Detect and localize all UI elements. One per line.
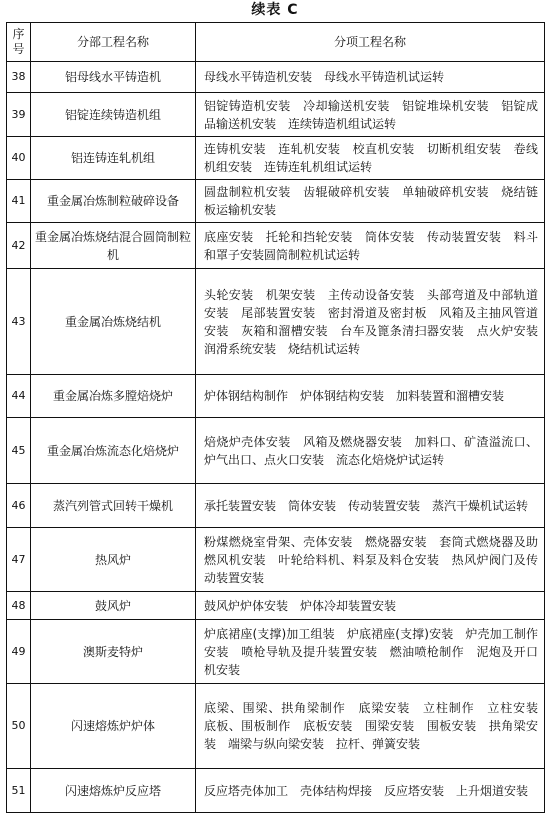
row-number: 47 <box>7 528 31 592</box>
item-names: 承托装置安装 筒体安装 传动装置安装 蒸汽干燥机试运转 <box>196 484 545 528</box>
column-header-no <box>7 23 31 62</box>
item-names: 连铸机安装 连轧机安装 校直机安装 切断机组安装 卷线机组安装 连铸连轧机组试运转 <box>196 137 545 180</box>
division-name: 重金属冶炼多膛焙烧炉 <box>31 375 196 418</box>
division-name: 重金属冶炼制粒破碎设备 <box>31 180 196 223</box>
item-names: 反应塔壳体加工 壳体结构焊接 反应塔安装 上升烟道安装 <box>196 769 545 813</box>
table-row <box>7 223 545 269</box>
division-name: 重金属冶炼流态化焙烧炉 <box>31 418 196 484</box>
table-row <box>7 137 545 180</box>
row-number: 45 <box>7 418 31 484</box>
table-row <box>7 93 545 137</box>
table-row <box>7 592 545 620</box>
item-names: 底座安装 托轮和挡轮安装 筒体安装 传动装置安装 料斗和罩子安装圆筒制粒机试运转 <box>196 223 545 269</box>
project-division-table <box>6 22 550 813</box>
division-name: 闪速熔炼炉反应塔 <box>31 769 196 813</box>
division-name: 铝锭连续铸造机组 <box>31 93 196 137</box>
table-row <box>7 484 545 528</box>
row-number: 42 <box>7 223 31 269</box>
row-number: 51 <box>7 769 31 813</box>
table-row <box>7 180 545 223</box>
column-header-no-line2: 号 <box>12 42 25 56</box>
row-number: 40 <box>7 137 31 180</box>
item-names: 焙烧炉壳体安装 风箱及燃烧器安装 加料口、矿渣溢流口、炉气出口、点火口安装 流态化焙烧炉试运转 <box>196 418 545 484</box>
division-name: 铝连铸连轧机组 <box>31 137 196 180</box>
row-number: 50 <box>7 684 31 769</box>
table-row <box>7 62 545 93</box>
item-names: 母线水平铸造机安装 母线水平铸造机试运转 <box>196 62 545 93</box>
column-header-division: 分部工程名称 <box>31 23 196 62</box>
column-header-no-line1: 序 <box>12 27 25 41</box>
table-row <box>7 684 545 769</box>
row-number: 46 <box>7 484 31 528</box>
division-name: 鼓风炉 <box>31 592 196 620</box>
table-title: 续表 C <box>251 2 299 18</box>
division-name: 热风炉 <box>31 528 196 592</box>
division-name: 闪速熔炼炉炉体 <box>31 684 196 769</box>
item-names: 粉煤燃烧室骨架、壳体安装 燃烧器安装 套筒式燃烧器及助燃风机安装 叶轮给料机、料泵及料仓安装 热风炉阀门及传动装置安装 <box>196 528 545 592</box>
division-name: 蒸汽列管式回转干燥机 <box>31 484 196 528</box>
row-number: 39 <box>7 93 31 137</box>
item-names: 炉体钢结构制作 炉体钢结构安装 加料装置和溜槽安装 <box>196 375 545 418</box>
division-name: 重金属冶炼烧结机 <box>31 269 196 375</box>
item-names: 鼓风炉炉体安装 炉体冷却装置安装 <box>196 592 545 620</box>
table-header-row <box>7 23 545 62</box>
table-row <box>7 769 545 813</box>
table-row <box>7 528 545 592</box>
division-name: 铝母线水平铸造机 <box>31 62 196 93</box>
item-names: 铝锭铸造机安装 冷却输送机安装 铝锭堆垛机安装 铝锭成品输送机安装 连续铸造机组试运转 <box>196 93 545 137</box>
table-row <box>7 375 545 418</box>
row-number: 49 <box>7 620 31 684</box>
row-number: 44 <box>7 375 31 418</box>
row-number: 38 <box>7 62 31 93</box>
item-names: 底梁、围梁、拱角梁制作 底梁安装 立柱制作 立柱安装 底板、围板制作 底板安装 围梁安装 围板安装 拱角梁安装 端梁与纵向梁安装 拉杆、弹簧安装 <box>196 684 545 769</box>
division-name: 澳斯麦特炉 <box>31 620 196 684</box>
row-number: 48 <box>7 592 31 620</box>
division-name: 重金属冶炼烧结混合圆筒制粒机 <box>31 223 196 269</box>
table-row <box>7 620 545 684</box>
row-number: 41 <box>7 180 31 223</box>
item-names: 圆盘制粒机安装 齿辊破碎机安装 单轴破碎机安装 烧结链板运输机安装 <box>196 180 545 223</box>
table-row <box>7 269 545 375</box>
table-row <box>7 418 545 484</box>
row-number: 43 <box>7 269 31 375</box>
item-names: 炉底裙座(支撑)加工组装 炉底裙座(支撑)安装 炉壳加工制作安装 喷枪导轨及提升装置安装 燃油喷枪制作 泥炮及开口机安装 <box>196 620 545 684</box>
column-header-items: 分项工程名称 <box>196 23 545 62</box>
item-names: 头轮安装 机架安装 主传动设备安装 头部弯道及中部轨道安装 尾部装置安装 密封滑道及密封板 风箱及主抽风管道安装 灰箱和溜槽安装 台车及篦条清扫器安装 点火炉安装 润滑系统安装 烧结机试运转 <box>196 269 545 375</box>
